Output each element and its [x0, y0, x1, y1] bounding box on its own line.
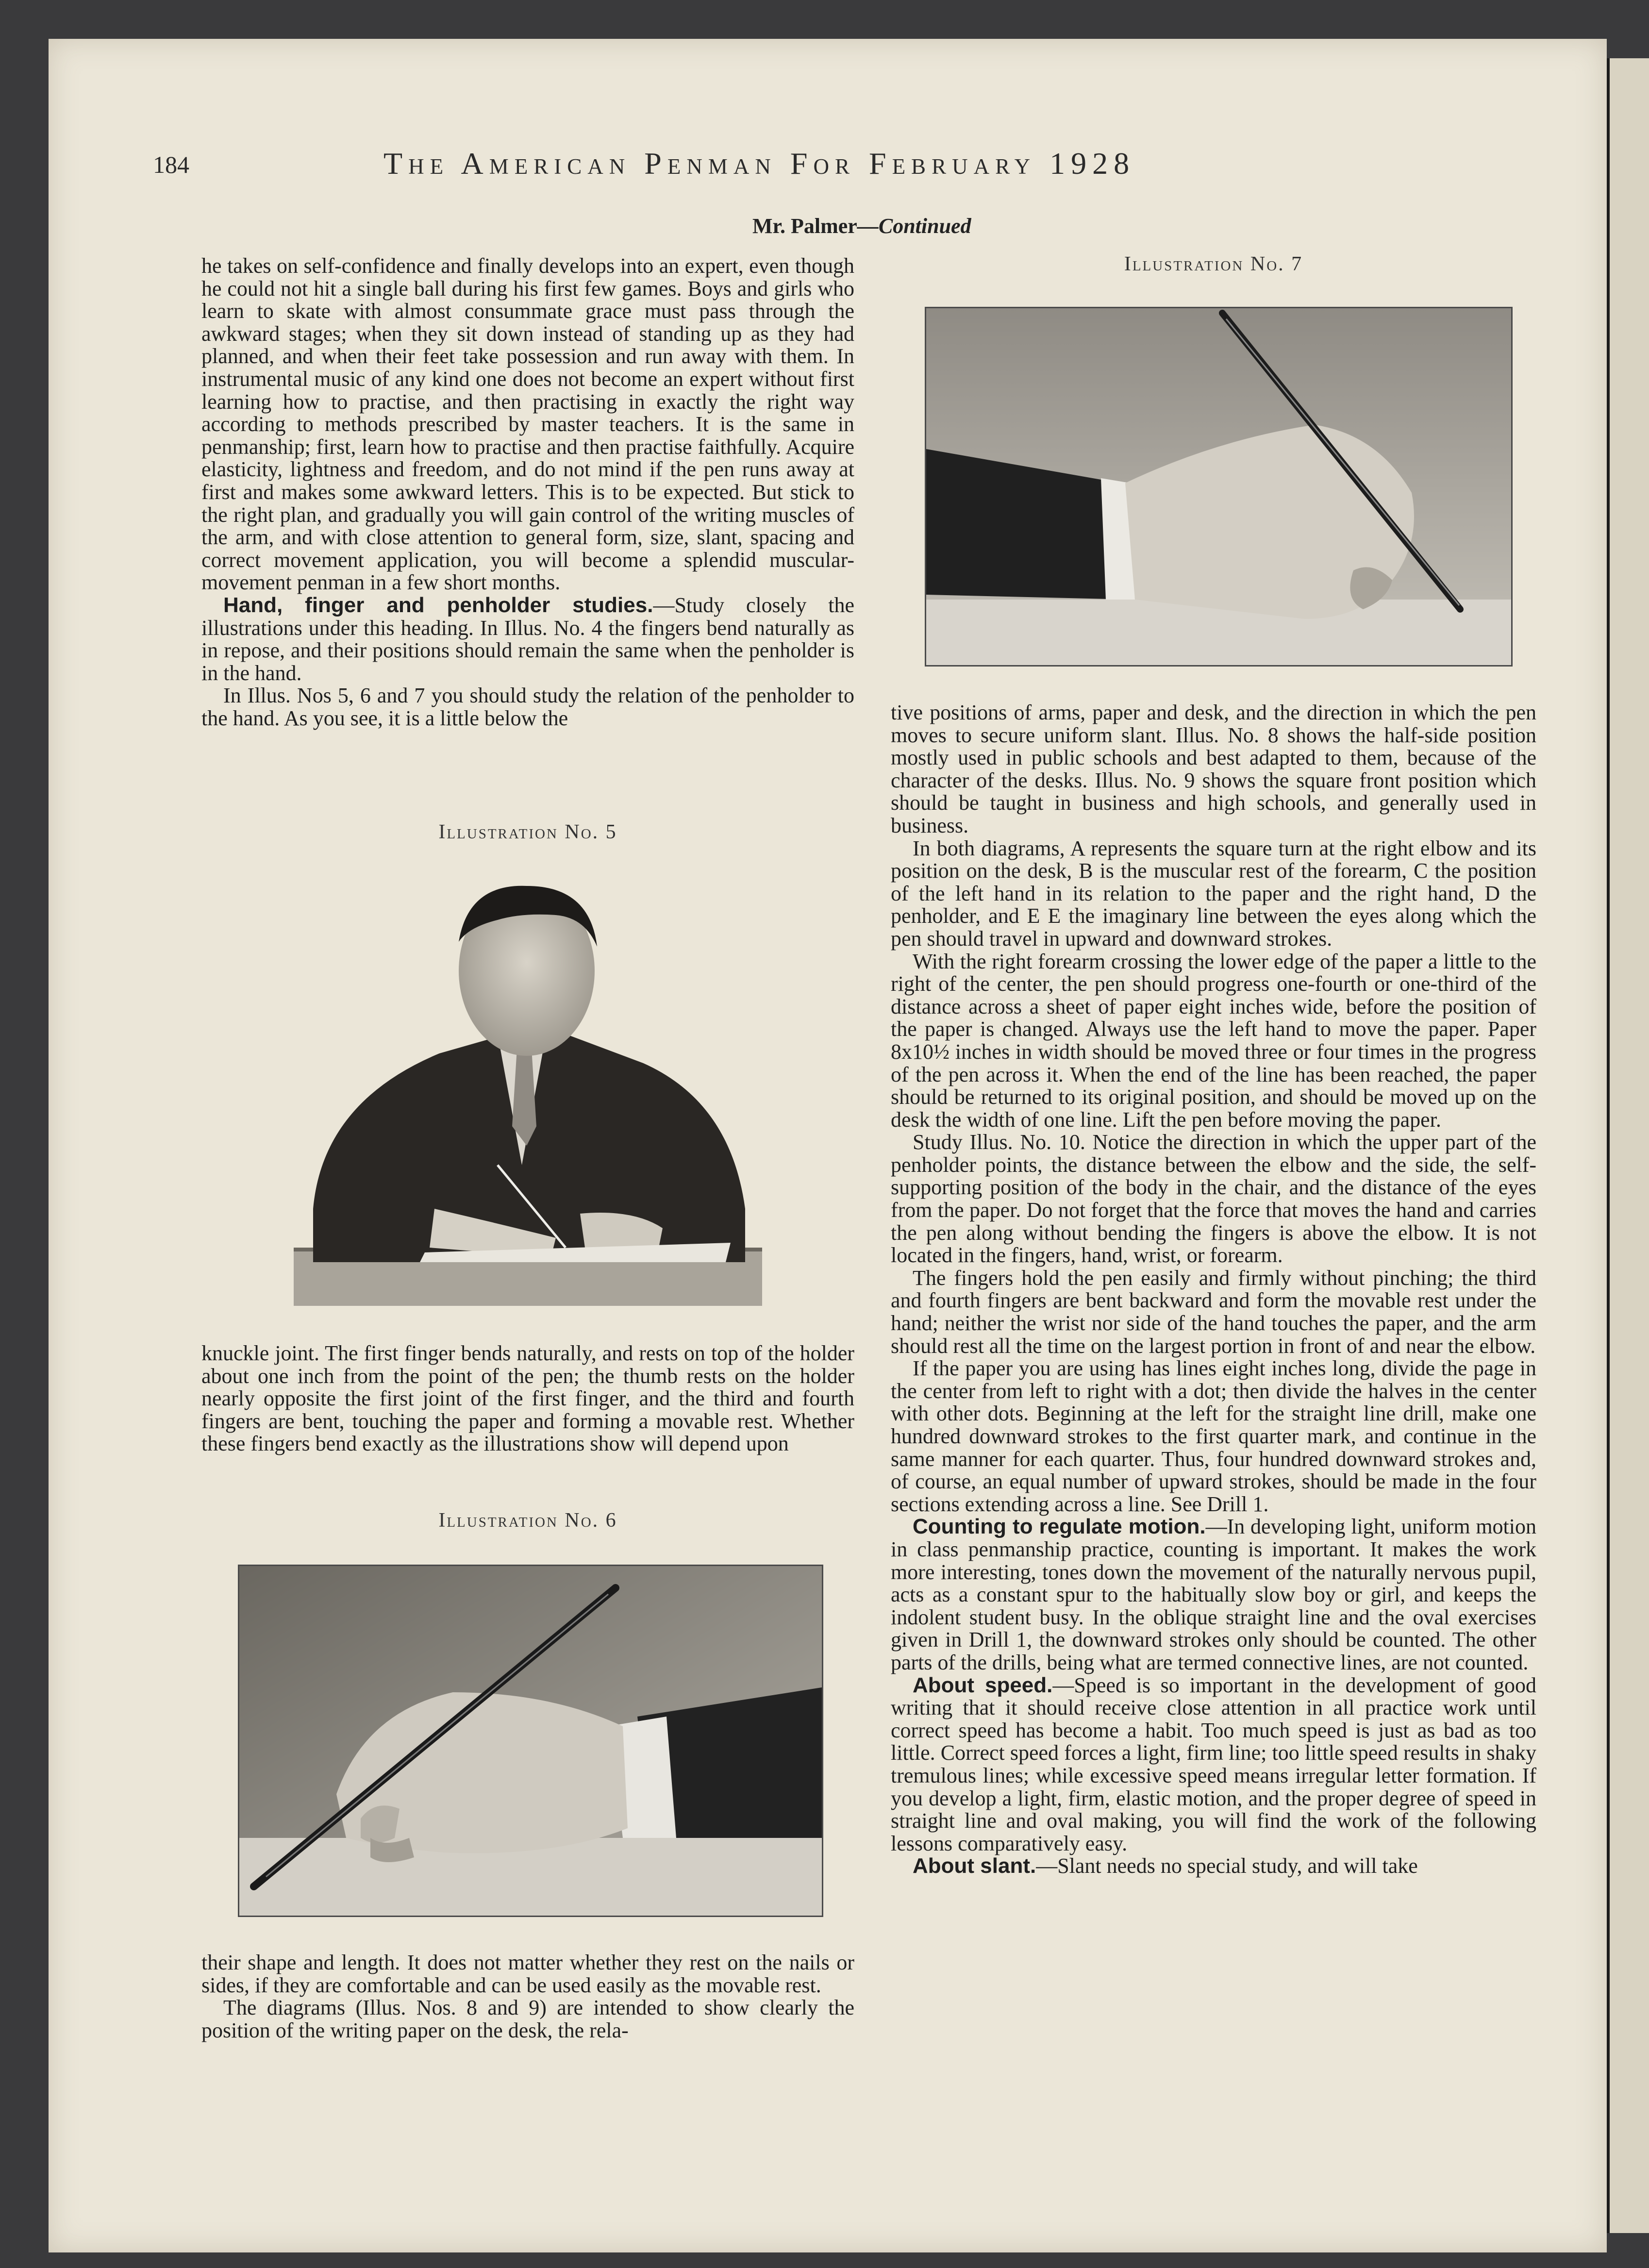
- caption-illustration-5: Illustration No. 5: [438, 821, 617, 843]
- paragraph-hand-finger: [201, 594, 854, 684]
- run-in-heading: Counting to regulate motion.: [913, 1515, 1206, 1539]
- illustration-6-photo: [238, 1565, 823, 1917]
- continued-label: —Continued: [857, 214, 971, 238]
- running-title: The American Penman For February 1928: [383, 146, 1135, 181]
- page-header: [0, 117, 1649, 181]
- left-column-upper: [201, 255, 854, 730]
- paragraph: he takes on self-confidence and finally develops into an expert, even though he could not hit a single ball during his first few games. Boys and girls who learn to skate with almost consummate grace must pass through the awkward stages; when they sit down instead of standing up as they had planned, and when their feet take possession and run away with them. In instrumental music of any kind one does not become an expert without first learning how to practise, and then practising in exactly the right way according to methods prescribed by master teachers. It is the same in penmanship; first, learn how to practise and then practise faithfully. Acquire elasticity, lightness and freedom, and do not mind if the pen runs away at first and makes some awkward letters. This is to be expected. But stick to the right plan, and gradually you will gain control of the writing muscles of the arm, and with close attention to general form, size, slant, spacing and correct movement application, you will become a splendid muscular-movement penman in a few short months.: [201, 254, 854, 595]
- paragraph-body: —Slant needs no special study, and will take: [1036, 1854, 1418, 1878]
- man-writing-image: [294, 874, 762, 1308]
- paragraph: In Illus. Nos 5, 6 and 7 you should study the relation of the penholder to the hand. As you see, it is a little below the: [201, 684, 854, 730]
- paragraph: their shape and length. It does not matter whether they rest on the nails or sides, if they are comfortable and can be used easily as the movable rest.: [201, 1951, 854, 1997]
- continued-name: Mr. Palmer: [752, 214, 857, 238]
- paragraph: If the paper you are using has lines eight inches long, divide the page in the center from left to right with a dot; then divide the halves in the center with other dots. Beginning at the left for the straight line drill, make one hundred downward strokes to the first quarter mark, and continue in the same manner for each quarter. Thus, four hundred downward strokes and, of course, an equal number of upward strokes, should be made in the four sections extending across a line. See Drill 1.: [891, 1356, 1536, 1516]
- run-in-heading: About slant.: [913, 1854, 1036, 1878]
- paragraph-slant: [891, 1855, 1536, 1878]
- paragraph-counting: [891, 1516, 1536, 1674]
- paragraph-body: —Study closely the illustrations under this heading. In Illus. No. 4 the fingers bend naturally as in repose, and their positions should remain the same when the penholder is in the hand.: [201, 593, 854, 685]
- paragraph: Study Illus. No. 10. Notice the direction in which the upper part of the penholder points, the distance between the elbow and the side, the self-supporting position of the body in the chair, and the distance of the eyes from the paper. Do not forget that the force that moves the hand and carries the pen along without bending the fingers is above the elbow. It is not located in the fingers, hand, wrist, or forearm.: [891, 1130, 1536, 1267]
- caption-illustration-7: Illustration No. 7: [1124, 253, 1303, 275]
- continued-line: [752, 214, 971, 238]
- caption-illustration-6: Illustration No. 6: [438, 1509, 617, 1532]
- run-in-heading: About speed.: [913, 1673, 1053, 1697]
- page-number: 184: [153, 151, 189, 178]
- right-column-text: [891, 701, 1536, 1878]
- run-in-heading: Hand, finger and penholder studies.: [223, 593, 653, 617]
- left-column-middle: [201, 1342, 854, 1455]
- paragraph-body: —In developing light, uniform motion in class penmanship practice, counting is important. It makes the work more interesting, tones down the movement of the naturally nervous pupil, acts as a constant spur to the habitually slow boy or girl, and keeps the indolent student busy. In the oblique straight line and the oval exercises given in Drill 1, the downward strokes only should be counted. The other parts of the drills, being what are termed connective lines, are not counted.: [891, 1515, 1536, 1674]
- hand-holding-pen-image: [239, 1566, 822, 1916]
- paragraph: The diagrams (Illus. Nos. 8 and 9) are intended to show clearly the position of the writing paper on the desk, the rela-: [201, 1996, 854, 2042]
- paragraph: knuckle joint. The first finger bends naturally, and rests on top of the holder about one inch from the point of the pen; the thumb rests on the holder nearly opposite the first joint of the first finger, and the third and fourth fingers are bent, touching the paper and forming a movable rest. Whether these fingers bend exactly as the illustrations show will depend upon: [201, 1341, 854, 1456]
- paragraph: With the right forearm crossing the lower edge of the paper a little to the right of the center, the pen should progress one-fourth or one-third of the distance across a sheet of paper eight inches wide, before the position of the paper is changed. Always use the left hand to move the paper. Paper 8x10½ inches in width should be moved three or four times in the progress of the pen across it. When the end of the line has been reached, the paper should be returned to its original position, and should be moved up on the desk the width of one line. Lift the pen before moving the paper.: [891, 949, 1536, 1132]
- paragraph: In both diagrams, A represents the square turn at the right elbow and its position on the desk, B is the muscular rest of the forearm, C the position of the left hand in its relation to the paper and the right hand, D the penholder, and E E the imaginary line between the eyes along which the pen should travel in upward and downward strokes.: [891, 836, 1536, 951]
- paragraph: The fingers hold the pen easily and firmly without pinching; the third and fourth fingers are bent backward and form the movable rest under the hand; neither the wrist nor side of the hand touches the paper, and the arm should rest all the time on the largest portion in front of and near the elbow.: [891, 1266, 1536, 1358]
- paragraph-body: —Speed is so important in the development of good writing that it should receive close attention in all practice work until correct speed has become a habit. Too much speed is just as bad as too little. Correct speed forces a light, firm line; too little speed results in shaky tremulous lines; while excessive speed means irregular letter formation. If you develop a light, firm, elastic motion, and the proper degree of speed in straight line and oval making, you will find the work of the following lessons comparatively easy.: [891, 1673, 1536, 1855]
- paragraph-speed: [891, 1674, 1536, 1855]
- facing-page-edge: [1607, 58, 1649, 2233]
- paragraph: tive positions of arms, paper and desk, and the direction in which the pen moves to secure uniform slant. Illus. No. 8 shows the half-side position mostly used in public schools and best adapted to them, because of the character of the desks. Illus. No. 9 shows the square front position which should be taught in business and high schools, and generally used in business.: [891, 700, 1536, 837]
- left-column-lower: [201, 1951, 854, 2042]
- hand-with-pen-side-view-image: [926, 308, 1511, 665]
- illustration-7-photo: [925, 307, 1513, 667]
- illustration-5-photo: [294, 874, 762, 1308]
